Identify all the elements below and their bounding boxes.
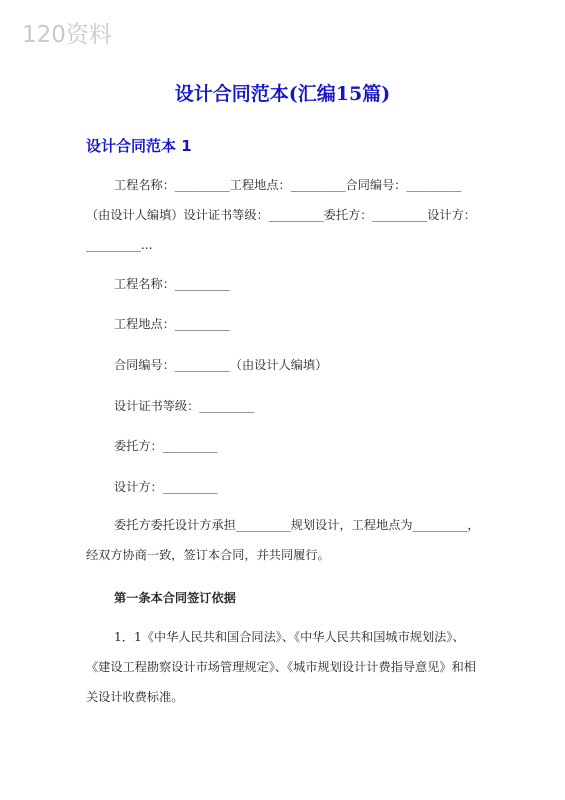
commission-paragraph: 委托方委托设计方承担_________规划设计，工程地点为_________，经双方协商一致，签订本合同，并共同履行。 <box>86 518 480 562</box>
clause-1-1: 1．1《中华人民共和国合同法》、《中华人民共和国城市规划法》、《建设工程勘察设计市场管理规定》、《城市规划设计计费指导意见》和相关设计收费标准。 <box>86 630 476 704</box>
field-project-location: 工程地点：_________ <box>114 317 230 331</box>
watermark-logo: 120资料 <box>22 22 112 48</box>
section-title: 设计合同范本 1 <box>86 137 192 155</box>
document-title: 设计合同范本(汇编15篇) <box>174 83 391 105</box>
intro-paragraph: 工程名称：_________工程地点：_________合同编号：_________（由设计人编填）设计证书等级：_________委托方：_________设计方：_________... <box>86 178 476 252</box>
field-project-name: 工程名称：_________ <box>114 277 230 291</box>
field-contract-number: 合同编号：_________（由设计人编填） <box>114 358 328 372</box>
article-1-heading: 第一条本合同签订依据 <box>114 591 236 605</box>
field-designer: 设计方：_________ <box>114 480 218 494</box>
field-client: 委托方：_________ <box>114 439 218 453</box>
field-certificate-level: 设计证书等级：_________ <box>114 399 255 413</box>
